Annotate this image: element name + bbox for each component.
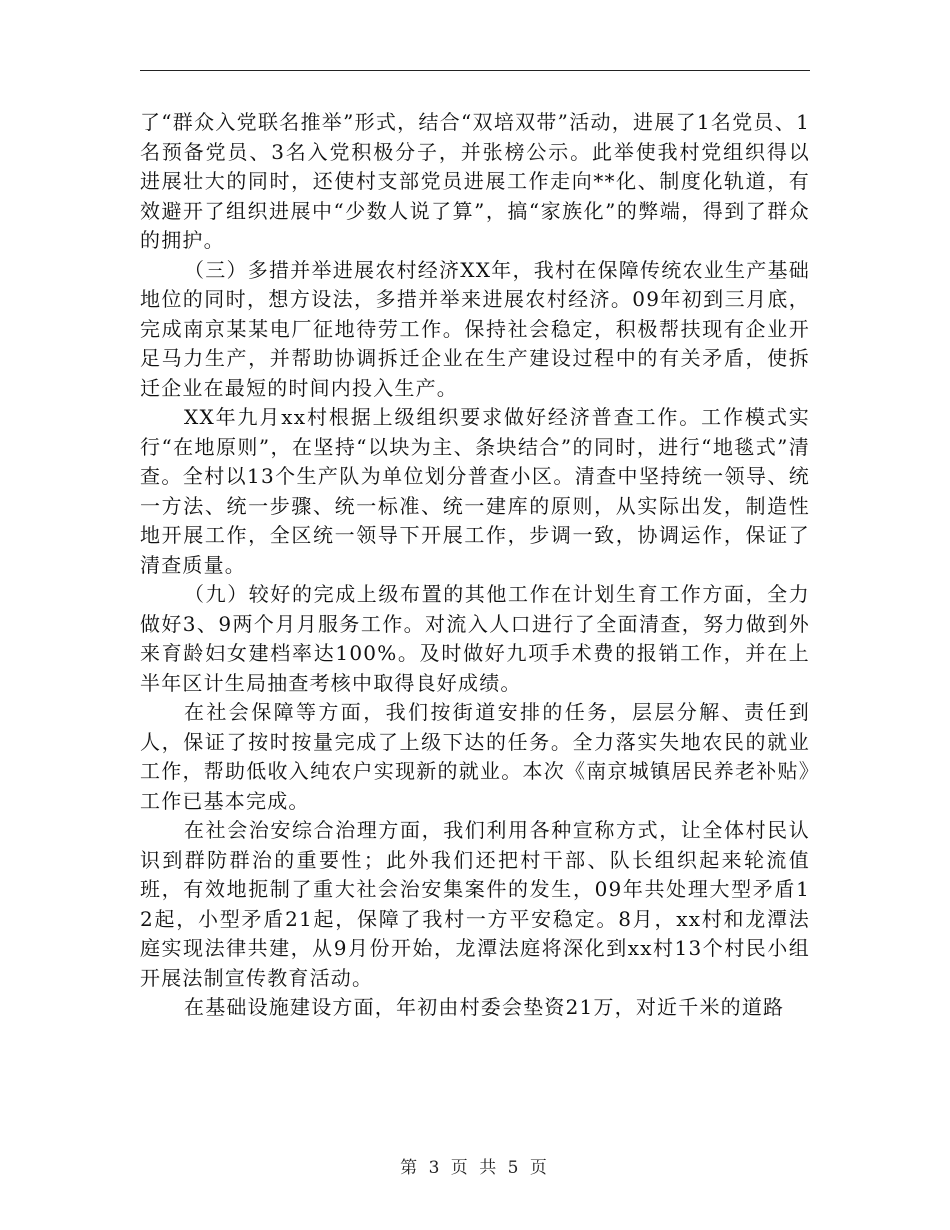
paragraph: 在社会保障等方面，我们按街道安排的任务，层层分解、责任到人，保证了按时按量完成了上级下达的任务。全力落实失地农民的就业工作，帮助低收入纯农户实现新的就业。本次《南京城镇居民养老补贴》工作已基本完成。 — [140, 700, 810, 813]
paragraph: 在基础设施建设方面，年初由村委会垫资21万，对近千米的道路 — [184, 995, 785, 1019]
paragraph: （九）较好的完成上级布置的其他工作在计划生育工作方面，全力做好3、9两个月月服务工作。对流入人口进行了全面清查，努力做到外来育龄妇女建档率达100%。及时做好九项手术费的报销工作，并在上半年区计生局抽查考核中取得良好成绩。 — [140, 582, 810, 695]
paragraph: 了“群众入党联名推举”形式，结合“双培双带”活动，进展了1名党员、1名预备党员、3名入党积极分子，并张榜公示。此举使我村党组织得以进展壮大的同时，还使村支部党员进展工作走向**化、制度化轨道，有效避开了组织进展中“少数人说了算”，搞“家族化”的弊端，得到了群众的拥护。 — [140, 110, 810, 252]
paragraph: （三）多措并举进展农村经济XX年，我村在保障传统农业生产基础地位的同时，想方设法，多措并举来进展农村经济。09年初到三月底，完成南京某某电厂征地待劳工作。保持社会稳定，积极帮扶现有企业开足马力生产，并帮助协调拆迁企业在生产建设过程中的有关矛盾，使拆迁企业在最短的时间内投入生产。 — [140, 257, 810, 400]
document-body — [140, 108, 810, 1023]
header-rule — [140, 70, 810, 71]
paragraph: 在社会治安综合治理方面，我们利用各种宣称方式，让全体村民认识到群防群治的重要性；此外我们还把村干部、队长组织起来轮流值班，有效地扼制了重大社会治安集案件的发生，09年共处理大型矛盾12起，小型矛盾21起，保障了我村一方平安稳定。8月，xx村和龙潭法庭实现法律共建，从9月份开始，龙潭法庭将深化到xx村13个村民小组开展法制宣传教育活动。 — [140, 818, 810, 990]
page-number-footer: 第 3 页 共 5 页 — [400, 1158, 550, 1178]
paragraph: XX年九月xx村根据上级组织要求做好经济普查工作。工作模式实行“在地原则”，在坚持“以块为主、条块结合”的同时，进行“地毯式”清查。全村以13个生产队为单位划分普查小区。清查中坚持统一领导、统一方法、统一步骤、统一标准、统一建库的原则，从实际出发，制造性地开展工作，全区统一领导下开展工作，步调一致，协调运作，保证了清查质量。 — [140, 405, 810, 577]
